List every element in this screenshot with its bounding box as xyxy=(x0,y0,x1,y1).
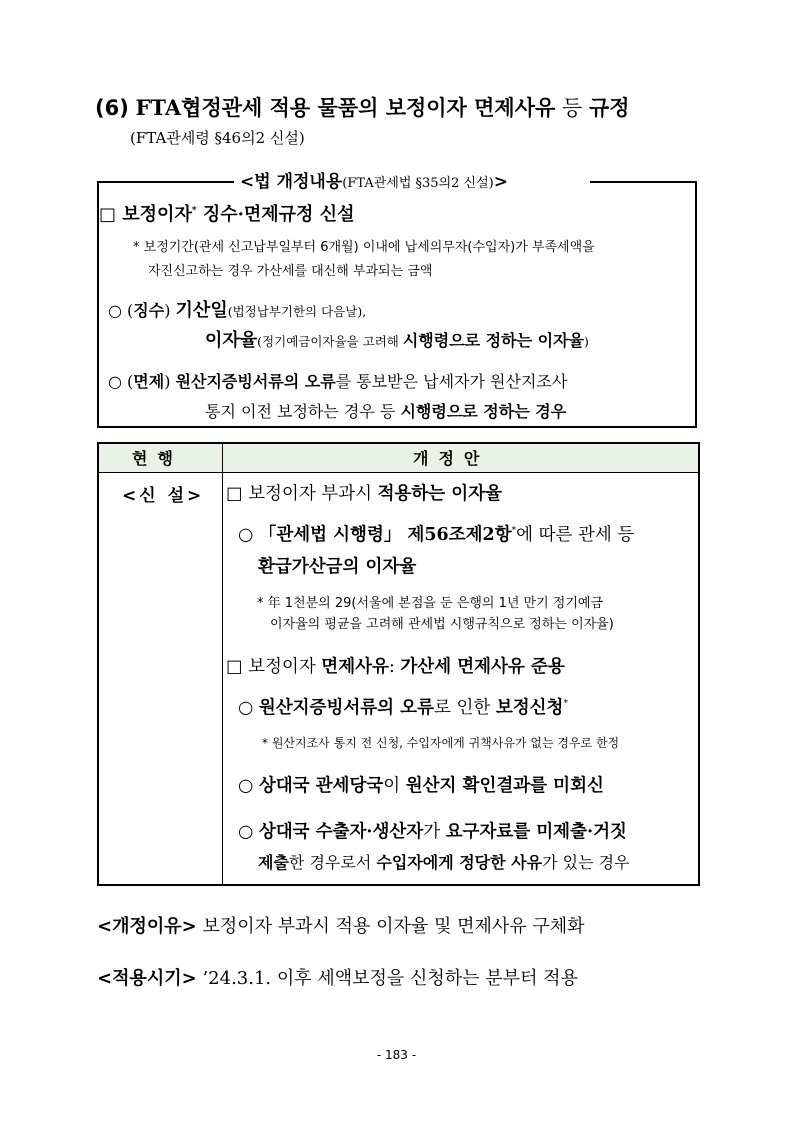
p5-plain: 로 인한 xyxy=(434,698,496,718)
law-item-heading xyxy=(99,200,354,226)
law-rate-key: 이자율 xyxy=(205,330,258,351)
p4-colon: : xyxy=(388,657,401,677)
law-note-line1: * 보정기간(관세 신고납부일부터 6개월) 이내에 납세의무자(수입자)가 부족세액을 xyxy=(133,240,595,255)
p8b-bold: 제출 xyxy=(258,853,289,872)
p8-bold: 상대국 수출자·생산자 xyxy=(258,822,424,842)
law-clause-rate xyxy=(205,326,589,352)
p8b-bold2: 수입자에게 정당한 사유 xyxy=(376,853,543,872)
law-exemption-cont-bold: 시행령으로 정하는 경우 xyxy=(400,402,567,421)
checkbox-square-icon: □ xyxy=(226,484,243,504)
current-cell: <신 설> xyxy=(122,486,205,506)
p1-bold: 적용하는 이자율 xyxy=(377,484,503,504)
bullet-circle-icon: ○ ( xyxy=(108,372,134,391)
page-number: - 183 - xyxy=(376,1048,417,1062)
p5-bold2: 보정신청 xyxy=(495,698,564,718)
p1-plain: 보정이자 부과시 xyxy=(242,484,378,504)
p8-plain: 가 xyxy=(423,822,446,842)
proposed-rate-clause-cont: 환급가산금의 이자율 xyxy=(258,557,417,577)
section-subtitle: (FTA관세령 §46의2 신설) xyxy=(130,129,305,147)
law-header-open: <법 개정내용 xyxy=(240,172,343,192)
exemption-clause-error xyxy=(238,694,568,719)
proposed-rate-heading xyxy=(226,480,502,505)
p8-bold2: 요구자료를 미제출·거짓 xyxy=(445,822,627,842)
p5-mark: * xyxy=(563,699,568,710)
section-title xyxy=(95,92,630,122)
law-rate-bold: 시행령으로 정하는 이자율 xyxy=(402,331,584,350)
p7-bold: 상대국 관세당국 xyxy=(258,776,384,796)
p7-bold2: 원산지 확인결과를 미회신 xyxy=(405,776,604,796)
law-clause-detail: (법정납부기한의 다음날), xyxy=(227,304,367,319)
section-title-bold: FTA협정관세 적용 물품의 보정이자 면제사유 xyxy=(135,95,556,120)
exemption-clause-no-reply xyxy=(238,772,604,797)
proposed-rate-clause xyxy=(238,521,634,546)
bullet-circle-icon: ○ ( xyxy=(108,301,134,320)
effective-date xyxy=(97,964,578,990)
exemption-clause-error-note: * 원산지조사 통지 전 신청, 수입자에게 귀책사유가 없는 경우로 한정 xyxy=(262,736,620,750)
p2-mark: * xyxy=(511,526,517,537)
law-exemption-bold: 원산지증빙서류의 오류 xyxy=(175,372,336,391)
p2-bold: 「관세법 시행령」 제56조제2항 xyxy=(258,525,512,545)
law-clause-tag: 징수 xyxy=(133,301,165,320)
law-clause-key: 기산일 xyxy=(175,300,228,321)
p2-plain: 에 따른 관세 등 xyxy=(516,525,635,545)
reason-text: 보정이자 부과시 적용 이자율 및 면제사유 구체화 xyxy=(196,916,585,937)
section-title-bold2: 규정 xyxy=(588,95,630,120)
p4-plain: 보정이자 xyxy=(242,657,322,677)
law-clause-exemption-cont xyxy=(205,399,566,422)
comparison-table-header xyxy=(99,444,698,473)
law-clause-close: ) xyxy=(164,372,176,391)
section-title-plain: 등 xyxy=(555,96,589,120)
law-clause-exemption xyxy=(108,369,567,392)
law-clause-close: ) xyxy=(164,301,176,320)
col-header-current: 현행 xyxy=(132,449,183,468)
proposed-rate-note-line2: 이자율의 평균을 고려해 관세법 시행규칙으로 정하는 이자율) xyxy=(270,617,614,632)
law-rate-detail: (정기예금이자율을 고려해 xyxy=(257,334,403,349)
exemption-clause-no-submission-cont xyxy=(258,850,630,873)
p7-plain: 이 xyxy=(383,776,406,796)
law-item-mark: * xyxy=(191,206,197,216)
checkbox-square-icon: □ xyxy=(99,204,117,225)
checkbox-square-icon: □ xyxy=(226,657,243,677)
reason-label: <개정이유> xyxy=(97,916,197,937)
bullet-circle-icon: ○ xyxy=(238,698,259,718)
p8b-plain: 한 경우로서 xyxy=(288,853,377,872)
law-header-close: > xyxy=(493,172,508,192)
law-note-line2: 자진신고하는 경우 가산세를 대신해 부과되는 금액 xyxy=(148,264,433,279)
law-exemption-plain: 를 통보받은 납세자가 원산지조사 xyxy=(335,372,568,391)
law-clause-collection xyxy=(108,296,366,322)
period-text: ’24.3.1. 이후 세액보정을 신청하는 분부터 적용 xyxy=(196,968,578,989)
bullet-circle-icon: ○ xyxy=(238,776,259,796)
law-rate-end: ) xyxy=(584,334,589,349)
law-exemption-cont-plain: 통지 이전 보정하는 경우 등 xyxy=(205,402,401,421)
section-number: (6) xyxy=(95,96,129,120)
law-header-ref: (FTA관세법 §35의2 신설) xyxy=(342,176,494,191)
period-label: <적용시기> xyxy=(97,968,197,989)
bullet-circle-icon: ○ xyxy=(238,525,259,545)
bullet-circle-icon: ○ xyxy=(238,822,259,842)
col-header-proposed: 개정안 xyxy=(413,449,490,468)
p5-bold: 원산지증빙서류의 오류 xyxy=(258,698,434,718)
law-box-header xyxy=(234,167,514,192)
proposed-exemption-heading xyxy=(226,653,565,678)
p4-bold2: 가산세 면제사유 준용 xyxy=(400,657,565,677)
law-item-text-b: 징수·면제규정 신설 xyxy=(196,204,355,225)
comparison-table-divider xyxy=(222,444,223,884)
law-item-text-a: 보정이자 xyxy=(116,204,192,225)
exemption-clause-no-submission xyxy=(238,818,627,843)
p4-bold: 면제사유 xyxy=(321,657,389,677)
amendment-reason xyxy=(97,912,585,938)
law-clause-tag: 면제 xyxy=(133,372,165,391)
proposed-rate-note-line1: * 年 1천분의 29(서울에 본점을 둔 은행의 1년 만기 정기예금 xyxy=(257,596,604,611)
p8b-end: 가 있는 경우 xyxy=(542,853,630,872)
